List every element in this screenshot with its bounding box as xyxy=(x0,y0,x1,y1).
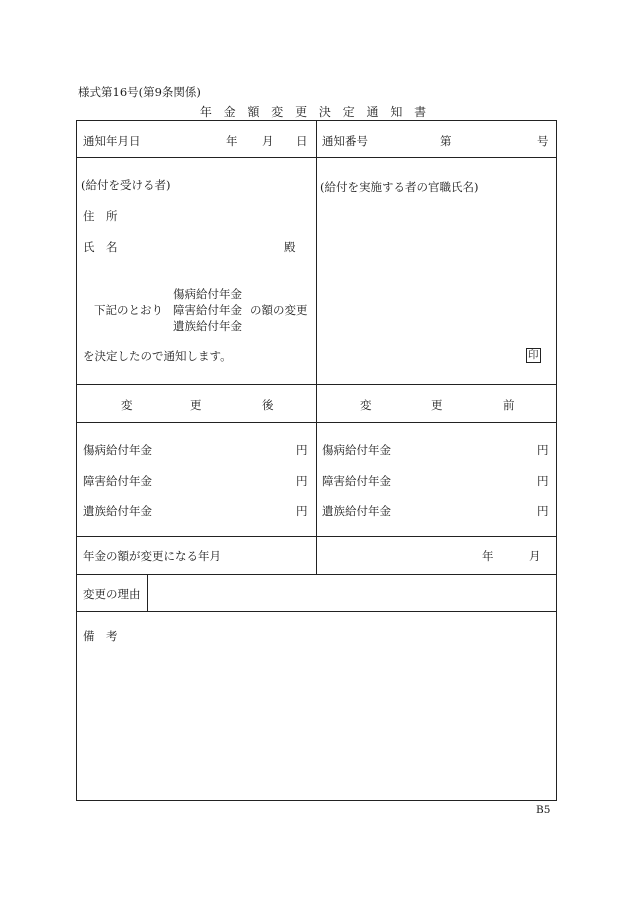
pension-type-injury: 傷病給付年金 xyxy=(173,287,242,301)
before-row-unit: 円 xyxy=(537,504,549,518)
name-label: 氏 名 xyxy=(83,240,118,254)
closing-text: を決定したので通知します。 xyxy=(83,349,232,363)
notice-date-year: 年 xyxy=(226,134,238,148)
notice-date-month: 月 xyxy=(262,134,274,148)
body-suffix: の額の変更 xyxy=(250,303,308,317)
after-heading-3: 後 xyxy=(262,398,274,412)
notice-number-suffix: 号 xyxy=(537,134,549,148)
recipient-heading: (給付を受ける者) xyxy=(81,178,171,192)
before-row-label: 傷病給付年金 xyxy=(322,443,391,457)
after-row-label: 障害給付年金 xyxy=(83,474,152,488)
change-month-year: 年 xyxy=(482,549,494,563)
before-row-label: 遺族給付年金 xyxy=(322,504,391,518)
after-row-unit: 円 xyxy=(296,443,308,457)
notice-date-day: 日 xyxy=(296,134,308,148)
body-prefix: 下記のとおり xyxy=(94,303,163,317)
form-number: 様式第16号(第9条関係) xyxy=(78,85,201,99)
honorific: 殿 xyxy=(284,240,296,254)
after-row-unit: 円 xyxy=(296,474,308,488)
issuer-heading: (給付を実施する者の官職氏名) xyxy=(320,180,479,194)
before-heading-1: 変 xyxy=(360,398,372,412)
before-heading-2: 更 xyxy=(431,398,443,412)
change-month-month: 月 xyxy=(529,549,541,563)
after-heading-1: 変 xyxy=(121,398,133,412)
pension-type-disability: 障害給付年金 xyxy=(173,303,242,317)
before-row-label: 障害給付年金 xyxy=(322,474,391,488)
notice-date-label: 通知年月日 xyxy=(83,134,141,148)
remarks-label: 備 考 xyxy=(83,629,118,643)
change-month-label: 年金の額が変更になる年月 xyxy=(83,549,221,563)
paper-size: B5 xyxy=(536,804,551,816)
after-row-label: 傷病給付年金 xyxy=(83,443,152,457)
reason-label: 変更の理由 xyxy=(83,587,141,601)
after-heading-2: 更 xyxy=(190,398,202,412)
after-row-unit: 円 xyxy=(296,504,308,518)
before-row-unit: 円 xyxy=(537,474,549,488)
address-label: 住 所 xyxy=(83,209,118,223)
after-row-label: 遺族給付年金 xyxy=(83,504,152,518)
document-title: 年 金 額 変 更 決 定 通 知 書 xyxy=(199,105,431,119)
pension-type-survivor: 遺族給付年金 xyxy=(173,319,242,333)
notice-number-label: 通知番号 xyxy=(322,134,368,148)
seal-mark: 印 xyxy=(528,349,539,361)
notice-number-prefix: 第 xyxy=(440,134,452,148)
before-row-unit: 円 xyxy=(537,443,549,457)
before-heading-3: 前 xyxy=(503,398,515,412)
